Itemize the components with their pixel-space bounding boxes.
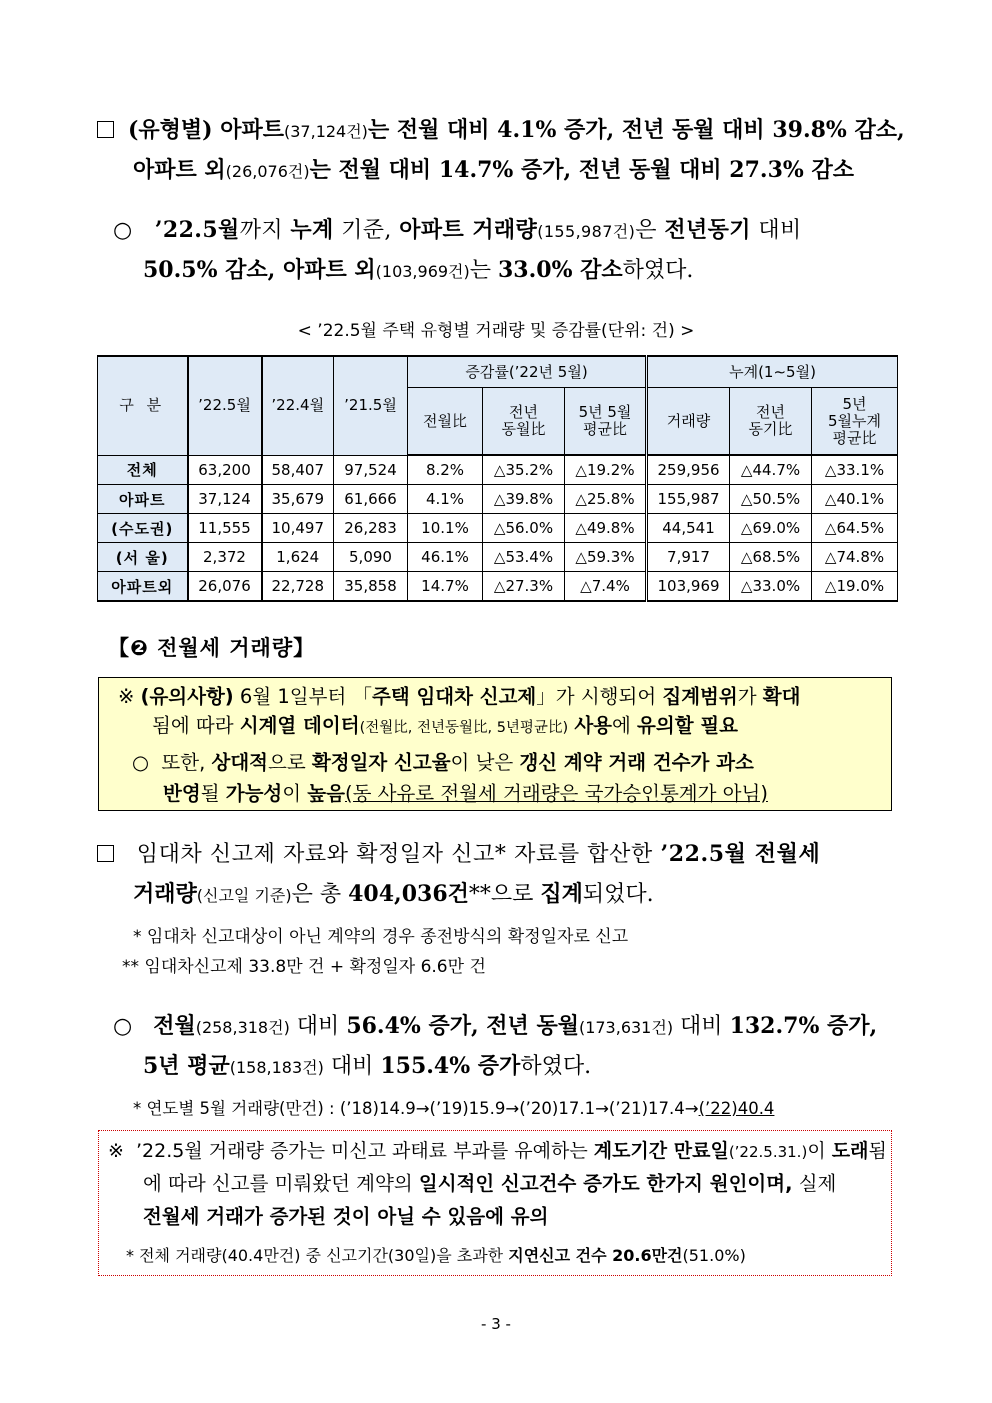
- header-category: 구 분: [98, 356, 188, 455]
- cell: 22,728: [262, 572, 334, 602]
- para4-paren: (173,631건): [578, 1018, 674, 1037]
- header-2205: ’22.5월: [188, 356, 262, 455]
- notice-text: 반영: [163, 782, 201, 805]
- table-row: [98, 455, 898, 485]
- para4-line2: [143, 1046, 591, 1088]
- cell: △27.3%: [483, 572, 565, 602]
- caution-note-text: 지연신고 건수 20.6만건: [508, 1246, 683, 1265]
- section-title: 【❷ 전월세 거래량】: [108, 636, 316, 660]
- para4-paren: (158,183건): [229, 1058, 324, 1077]
- notice-text: 이 낮은: [450, 751, 520, 774]
- notice-text: 주택 임대차 신고제: [372, 685, 537, 708]
- cell: 61,666: [334, 485, 408, 514]
- cell: △74.8%: [812, 543, 898, 572]
- cell: 58,407: [262, 455, 334, 485]
- notice-text: 또한,: [161, 751, 212, 774]
- notice-text: 6월 1일부터 「: [233, 685, 372, 708]
- header-2204: ’22.4월: [262, 356, 334, 455]
- notice-text: (동 사유로 전월세 거래량은 국가승인통계가 아님): [344, 782, 768, 805]
- caution-box: [98, 1130, 892, 1276]
- para2-date: ’22.5월: [154, 217, 240, 243]
- para2-paren: (155,987건): [537, 222, 636, 241]
- para3-line2: [133, 874, 654, 916]
- cell: △59.3%: [565, 543, 647, 572]
- caution-line1: [108, 1135, 887, 1168]
- notice-text: 상대적: [211, 751, 269, 774]
- para1-line1: [97, 110, 905, 152]
- cell: △40.1%: [812, 485, 898, 514]
- notice-line2: [152, 711, 738, 743]
- cell: 37,124: [188, 485, 262, 514]
- cell: △53.4%: [483, 543, 565, 572]
- table-row: [98, 485, 898, 514]
- cell: 8.2%: [408, 455, 483, 485]
- cell: 103,969: [647, 572, 730, 602]
- notice-text: 될: [200, 782, 226, 805]
- notice-text: 에: [612, 714, 638, 737]
- cell: 46.1%: [408, 543, 483, 572]
- para4-text: 하였다.: [520, 1054, 592, 1079]
- para1-type: (유형별) 아파트: [128, 117, 284, 143]
- para2-text: 하였다.: [622, 258, 694, 283]
- cell: 259,956: [647, 455, 730, 485]
- cell: △7.4%: [565, 572, 647, 602]
- header-yoy: 전년 동월比: [483, 388, 565, 456]
- para2-text: 50.5% 감소, 아파트 외: [143, 257, 376, 283]
- cell: 7,917: [647, 543, 730, 572]
- notice-text: 집계범위: [662, 685, 738, 708]
- para4-paren: (258,318건): [195, 1018, 290, 1037]
- caution-text: 에 따라 신고를 미뤄왔던 계약의: [143, 1172, 419, 1195]
- para4-text: 대비: [289, 1014, 347, 1039]
- para4-line1: [113, 1006, 877, 1048]
- notice-line4: [163, 779, 768, 809]
- caution-text: (’22.5.31.): [728, 1143, 808, 1161]
- para2-cum: 누계: [290, 217, 334, 243]
- para1-apt-else: 아파트 외: [133, 157, 226, 183]
- caution-text: 도래: [831, 1140, 869, 1162]
- table-caption: < ’22.5월 주택 유형별 거래량 및 증감률(단위: 건) >: [297, 321, 695, 341]
- checkbox-square-icon: [97, 845, 114, 862]
- notice-text: 확대: [762, 685, 801, 708]
- para3-note1: * 임대차 신고대상이 아닌 계약의 경우 종전방식의 확정일자로 신고: [133, 927, 629, 947]
- cell: △44.7%: [730, 455, 812, 485]
- header-avg5: 5년 5월 평균比: [565, 388, 647, 456]
- caution-text: 일시적인 신고건수 증가도 한가지 원인이며,: [418, 1172, 793, 1195]
- table-row: [98, 543, 898, 572]
- para1-paren1: (37,124건): [284, 122, 368, 141]
- cell: 10,497: [262, 514, 334, 543]
- cell: △35.2%: [483, 455, 565, 485]
- header-cum-yoy: 전년 동기比: [730, 388, 812, 456]
- cell: △68.5%: [730, 543, 812, 572]
- page-number: - 3 -: [481, 1315, 511, 1333]
- cell: 26,076: [188, 572, 262, 602]
- para4-note: [133, 1094, 774, 1124]
- para4-text: 5년 평균: [143, 1053, 230, 1079]
- caution-text: 이: [807, 1140, 832, 1162]
- notice-text: (유의사항): [140, 685, 234, 708]
- cell: △19.0%: [812, 572, 898, 602]
- cell: 155,987: [647, 485, 730, 514]
- caution-note: [126, 1243, 746, 1269]
- cell: 10.1%: [408, 514, 483, 543]
- cell: 35,858: [334, 572, 408, 602]
- para2-line2: [143, 250, 693, 292]
- notice-text: 가능성: [225, 782, 283, 805]
- para3-text: 집계: [540, 881, 583, 907]
- notice-text: 높음: [307, 782, 345, 805]
- notice-line1: [118, 682, 800, 712]
- notice-text: 이: [282, 782, 308, 805]
- para3-note2: ** 임대차신고제 33.8만 건 + 확정일자 6.6만 건: [122, 957, 486, 977]
- notice-text: 」가 시행되어: [536, 685, 663, 708]
- header-cum-volume: 거래량: [647, 388, 730, 456]
- header-cum-group: 누계(1∼5월): [647, 356, 898, 388]
- caution-text: ’22.5월 거래량 증가는 미신고 과태료 부과를 유예하는: [136, 1140, 594, 1162]
- para3-text: ’22.5월 전월세: [660, 841, 821, 867]
- checkbox-square-icon: [97, 121, 114, 138]
- para1-line2: [133, 150, 854, 192]
- caution-note-text: (51.0%): [682, 1246, 746, 1265]
- header-change-group: 증감률(’22년 5월): [408, 356, 647, 388]
- header-mom: 전월比: [408, 388, 483, 456]
- cell: 26,283: [334, 514, 408, 543]
- header-cum-avg: 5년 5월누계 평균比: [812, 388, 898, 456]
- para2-text: 은: [635, 218, 665, 243]
- para3-text: **으로: [468, 882, 541, 907]
- para4-note-text: * 연도별 5월 거래량(만건) : (’18)14.9→(’19)15.9→(’20)17.1→(’21)17.4→: [133, 1099, 699, 1118]
- para2-text: 까지: [239, 218, 291, 243]
- notice-text: 시계열 데이터: [239, 714, 360, 737]
- notice-line3: [132, 748, 754, 778]
- notice-box: [98, 677, 892, 811]
- cell: 1,624: [262, 543, 334, 572]
- para3-text: 404,036건: [348, 881, 469, 907]
- cell: △39.8%: [483, 485, 565, 514]
- cell: △33.0%: [730, 572, 812, 602]
- row-label: 아파트외: [98, 572, 188, 602]
- cell: 5,090: [334, 543, 408, 572]
- para3-line1: [97, 834, 820, 875]
- para4-text: 대비: [323, 1054, 381, 1079]
- cell: 63,200: [188, 455, 262, 485]
- cell: △25.8%: [565, 485, 647, 514]
- cell: △33.1%: [812, 455, 898, 485]
- para2-text: 대비: [750, 218, 802, 243]
- cell: △19.2%: [565, 455, 647, 485]
- para2-text: 는: [469, 258, 498, 283]
- caution-line3: 전월세 거래가 증가된 것이 아닐 수 있음에 유의: [143, 1205, 549, 1228]
- para2-text: 기준,: [333, 218, 400, 243]
- notice-text: 유의할 필요: [637, 714, 739, 737]
- caution-text: 실제: [792, 1172, 837, 1195]
- stats-table: [97, 355, 898, 602]
- caution-text: 계도기간 만료일: [593, 1140, 729, 1162]
- para3-text: 임대차 신고제 자료와 확정일자 신고* 자료를 합산한: [136, 842, 661, 867]
- row-label: (수도권): [98, 514, 188, 543]
- cell: 4.1%: [408, 485, 483, 514]
- para4-text: 132.7% 증가,: [729, 1013, 878, 1039]
- table-row: [98, 572, 898, 602]
- table-row: [98, 514, 898, 543]
- para3-text: 거래량: [133, 881, 197, 907]
- para3-paren: (신고일 기준): [196, 886, 292, 905]
- cell: △49.8%: [565, 514, 647, 543]
- para3-text: 은 총: [291, 882, 349, 907]
- caution-line2: [143, 1168, 836, 1200]
- header-2105: ’21.5월: [334, 356, 408, 455]
- para1-text1: 는 전월 대비 4.1% 증가, 전년 동월 대비 39.8% 감소,: [367, 117, 905, 143]
- caution-note-text: * 전체 거래량(40.4만건) 중 신고기간(30일)을 초과한: [126, 1246, 509, 1265]
- cell: 35,679: [262, 485, 334, 514]
- cell: △64.5%: [812, 514, 898, 543]
- para3-text: 되었다.: [582, 882, 654, 907]
- cell: △50.5%: [730, 485, 812, 514]
- notice-text: 가: [737, 685, 763, 708]
- cell: 11,555: [188, 514, 262, 543]
- para4-text: 전월: [153, 1013, 196, 1039]
- notice-text: (전월比, 전년동월比, 5년평균比): [359, 720, 569, 736]
- bullet-circle-icon: ○: [113, 218, 133, 243]
- notice-text: 갱신 계약 거래 건수가 과소: [519, 751, 754, 774]
- para4-text: 대비: [673, 1014, 730, 1039]
- cell: 14.7%: [408, 572, 483, 602]
- cell: 97,524: [334, 455, 408, 485]
- para2-apt: 아파트 거래량: [399, 217, 538, 243]
- para2-prev: 전년동기: [664, 217, 751, 243]
- caution-text: 됨: [868, 1140, 887, 1162]
- para1-text2: 는 전월 대비 14.7% 증가, 전년 동월 대비 27.3% 감소: [309, 157, 854, 183]
- para1-paren2: (26,076건): [225, 162, 310, 181]
- bullet-circle-icon: ○: [113, 1014, 133, 1039]
- row-label: 전체: [98, 455, 188, 485]
- bullet-circle-icon: ○: [132, 751, 150, 774]
- para2-text: 33.0% 감소: [498, 257, 623, 283]
- notice-text: 사용: [574, 714, 612, 737]
- notice-text: 으로: [268, 751, 312, 774]
- para4-text: 56.4% 증가, 전년 동월: [346, 1013, 579, 1039]
- cell: 44,541: [647, 514, 730, 543]
- para2-line1: [113, 210, 802, 252]
- notice-text: 됨에 따라: [152, 714, 240, 737]
- reference-mark-icon: ※: [108, 1140, 124, 1162]
- row-label: 아파트: [98, 485, 188, 514]
- para4-text: 155.4% 증가: [380, 1053, 521, 1079]
- para2-paren: (103,969건): [375, 262, 470, 281]
- cell: △56.0%: [483, 514, 565, 543]
- cell: △69.0%: [730, 514, 812, 543]
- cell: 2,372: [188, 543, 262, 572]
- row-label: (서 울): [98, 543, 188, 572]
- notice-text: 확정일자 신고율: [311, 751, 451, 774]
- reference-mark-icon: ※: [118, 685, 135, 708]
- para4-note-highlight: (’22)40.4: [698, 1099, 775, 1118]
